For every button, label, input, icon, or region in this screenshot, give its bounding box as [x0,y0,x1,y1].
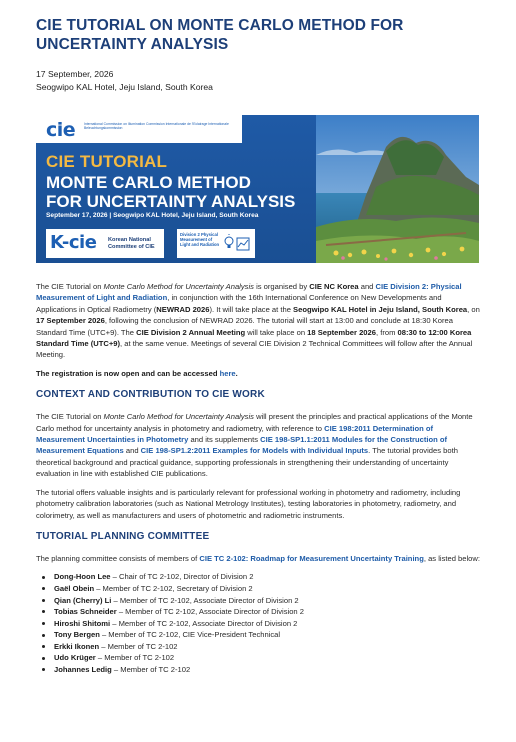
intro-text: , at the same venue. Meetings of several CIE Division 2 Technical Committees will follow after the Annual Meeting. [36,339,473,360]
event-location: Seogwipo KAL Hotel, Jeju Island, South Korea [36,82,213,92]
intro-meeting-time: 08:30 to 12:00 Korea Standard Time (UTC+9) [36,327,472,349]
intro-annual-meeting: CIE Division 2 Annual Meeting [136,327,246,337]
intro-text: is organised by [253,282,310,291]
context-text: and [123,446,141,456]
landscape-image [316,115,479,263]
context-tutorial-name: Monte Carlo Method for Uncertainty Analysis [103,412,254,422]
member-name: Dong-Hoon Lee [54,572,111,582]
intro-tutorial-name: Monte Carlo Method for Uncertainty Analysis [103,282,254,291]
cie-logo-text-mark: cie [46,119,76,141]
list-item [36,583,482,595]
member-name: Qian (Cherry) Li [54,595,112,605]
audience-paragraph: The tutorial offers valuable insights and is particularly relevant for professional working in photometry and radiometry, including photometry calibration laboratories (such as National Metrology Institutes), testing laboratories in photometry, radiometry, and colorimetry, as well as manufacturers and users of photometric and radiometric instruments. [36,487,461,520]
event-meta [36,68,213,94]
intro-text: , in conjunction with the 16th International Conference on New Developments and Applications in Optical Radiometry ( [36,293,442,314]
lightbulb-icon [223,234,251,254]
intro-paragraph [36,281,482,361]
member-name: Tobias Schneider [54,607,117,617]
division2-link[interactable]: CIE Division 2: Physical Measurement of Light and Radiation [36,282,462,303]
registration-text-end: . [235,368,238,378]
intro-text: will take place on [245,327,308,337]
banner-tutorial-label: CIE TUTORIAL [46,152,168,171]
intro-organiser: CIE NC Korea [309,282,359,291]
kcie-caption [108,237,155,250]
division2-icons [223,234,251,259]
member-name: Udo Krüger [54,653,96,663]
intro-text: , on [467,304,480,314]
event-date: 17 September, 2026 [36,69,114,79]
committee-text-end: , as listed below: [423,553,480,563]
division2-logo [177,229,255,258]
cie-logo [46,119,75,141]
member-role: – Member of TC 2-102, Associate Director of Division 2 [110,618,298,628]
banner-main-line2: FOR UNCERTAINTY ANALYSIS [46,192,296,211]
kcie-caption-line2: Committee of CIE [108,243,155,250]
intro-meeting-date: 18 September 2026 [307,327,376,337]
member-role: – Member of TC 2-102, Secretary of Division 2 [94,583,253,593]
kcie-logo [46,229,164,258]
member-role: – Member of TC 2-102, Associate Director of Division 2 [111,595,299,605]
list-item [36,629,482,641]
member-role: – Chair of TC 2-102, Director of Division 2 [110,572,254,582]
intro-venue: Seogwipo KAL Hotel in Jeju Island, South Korea [293,304,468,314]
banner-main-line1: MONTE CARLO METHOD [46,173,251,192]
tc-2-102-link[interactable]: CIE TC 2-102: Roadmap for Measurement Uncertainty Training [199,553,424,563]
context-paragraph [36,411,482,479]
member-role: – Member of TC 2-102, Associate Director of Division 2 [116,607,304,617]
member-role: – Member of TC 2-102, CIE Vice-President Technical [99,630,281,640]
registration-text: The registration is now open and can be accessed [36,368,220,378]
banner-text-panel [36,115,316,263]
intro-text: ). It will take place at the [209,304,294,314]
context-text: and its supplements [188,435,261,445]
context-text: The CIE Tutorial on [36,412,104,422]
list-item [36,652,482,664]
cie-198-link[interactable]: CIE 198:2011 Determination of Measurement Uncertainties in Photometry [36,423,434,445]
division2-caption: Division 2 Physical Measurement of Light and Radiation [180,232,220,247]
member-role: – Member of TC 2-102 [95,653,175,663]
list-item [36,571,482,583]
member-name: Gaël Obein [54,583,95,593]
member-name: Johannes Ledig [54,665,112,675]
context-heading: CONTEXT AND CONTRIBUTION TO CIE WORK [36,389,265,401]
list-item [36,618,482,630]
committee-heading: TUTORIAL PLANNING COMMITTEE [36,530,210,542]
committee-list [36,571,482,675]
event-banner [36,115,479,263]
cie-logo-caption: International Commission on Illumination Commission Internationale de l'Eclairage Internationale Beleuchtungskommission [84,122,229,131]
member-role: – Member of TC 2-102 [111,665,191,675]
intro-conference: NEWRAD 2026 [156,304,210,314]
committee-text: The planning committee consists of members of [36,553,200,563]
context-text: . The tutorial provides both theoretical background and practical guidance, supporting professionals in strengthening their understanding of uncertainty evaluation in line with established CIE publications. [36,446,458,479]
registration-link[interactable]: here [219,368,236,378]
kcie-caption-line1: Korean National [108,237,151,243]
cie-198-sp11-link[interactable]: CIE 198-SP1.1:2011 Modules for the Construction of Measurement Equations [36,435,448,456]
committee-intro [36,553,482,564]
list-item [36,595,482,607]
intro-text: and [358,282,376,291]
cie-logo-box [36,115,242,143]
member-name: Erkki Ikonen [54,641,100,651]
context-text: will present the principles and practical applications of the Monte Carlo method for uncertainty analysis in photometry and radiometry, with reference to [36,412,473,433]
intro-text: The CIE Tutorial on [36,282,104,291]
kcie-mark: K-cie [50,232,97,253]
member-name: Tony Bergen [54,630,100,640]
article-body [36,281,482,676]
banner-main-title [46,173,316,211]
intro-date: 17 September 2026 [36,316,105,326]
banner-subline: September 17, 2026 | Seogwipo KAL Hotel, Jeju Island, South Korea [46,212,259,219]
registration-paragraph [36,368,482,379]
member-name: Hiroshi Shitomi [54,618,111,628]
jeju-coast-photo [316,115,479,263]
intro-text: , from [375,327,398,337]
list-item [36,606,482,618]
list-item [36,664,482,676]
page-title: CIE TUTORIAL ON MONTE CARLO METHOD FOR UNCERTAINTY ANALYSIS [36,17,404,53]
list-item [36,641,482,653]
intro-text: , following the conclusion of NEWRAD 2026. The tutorial will start at 13:00 and conclude at 18:30 Korea Standard Time (UTC+9). The [36,316,453,337]
cie-198-sp12-link[interactable]: CIE 198-SP1.2:2011 Examples for Models with Individual Inputs [140,446,369,456]
member-role: – Member of TC 2-102 [99,641,178,651]
